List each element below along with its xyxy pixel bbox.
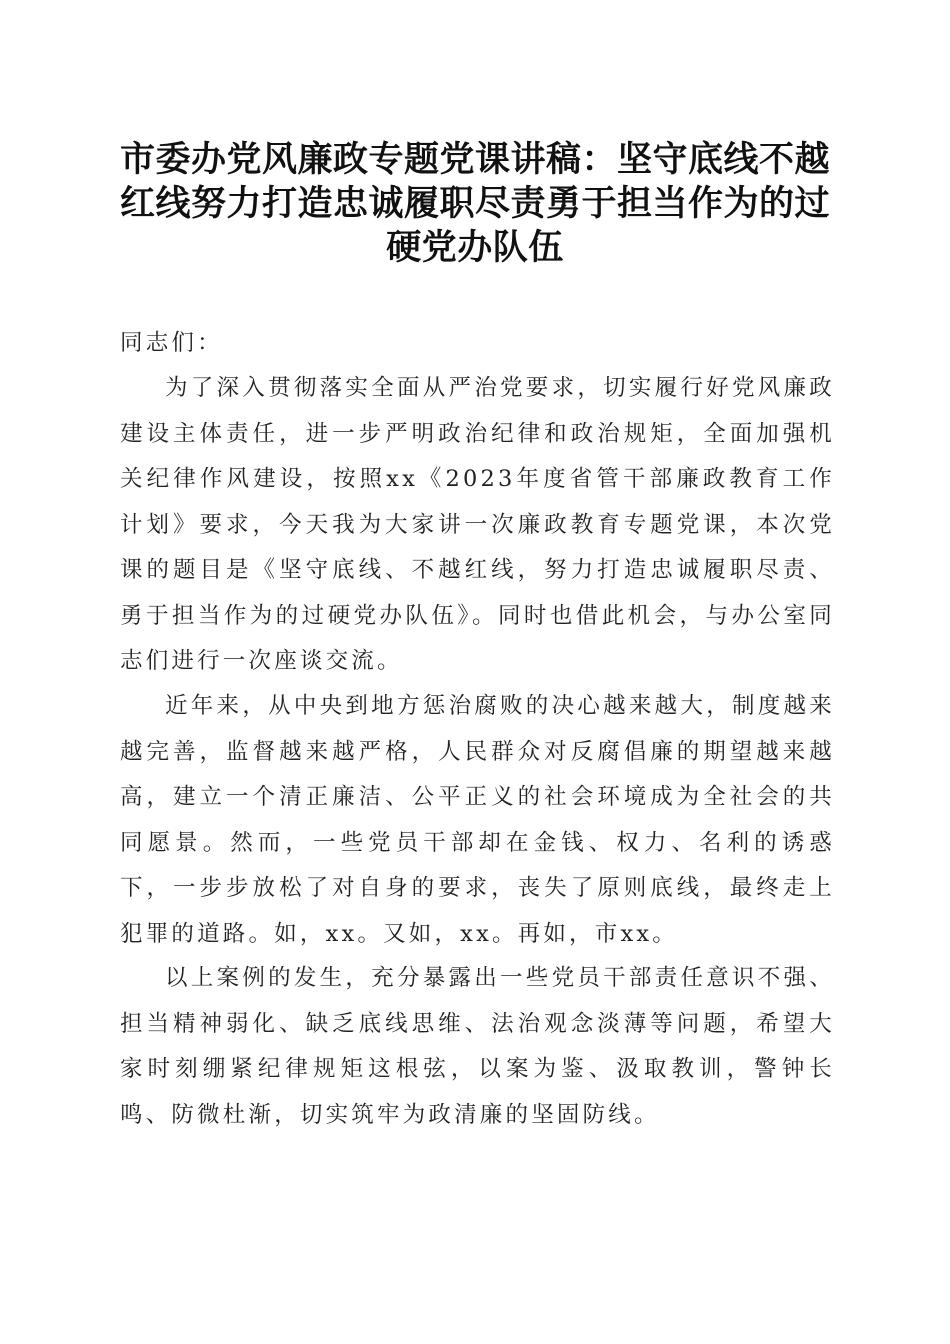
salutation: 同志们： — [120, 330, 223, 356]
paragraph-2: 近年来，从中央到地方惩治腐败的决心越来越大，制度越来越完善，监督越来越严格，人民群众对反腐倡廉的期望越来越高，建立一个清正廉洁、公平正义的社会环境成为全社会的共同愿景。然而，一些党员干部却在金钱、权力、名利的诱惑下，一步步放松了对自身的要求，丧失了原则底线，最终走上犯罪的道路。如，xx。又如，xx。再如，市xx。 — [120, 693, 835, 947]
document-title: 市委办党风廉政专题党课讲稿：坚守底线不越红线努力打造忠诚履职尽责勇于担当作为的过硬党办队伍 — [119, 139, 830, 268]
paragraph-1: 为了深入贯彻落实全面从严治党要求，切实履行好党风廉政建设主体责任，进一步严明政治纪律和政治规矩，全面加强机关纪律作风建设，按照xx《2023年度省管干部廉政教育工作计划》要求，今天我为大家讲一次廉政教育专题党课，本次党课的题目是《坚守底线、不越红线，努力打造忠诚履职尽责、勇于担当作为的过硬党办队伍》。同时也借此机会，与办公室同志们进行一次座谈交流。 — [120, 375, 835, 674]
paragraph-3: 以上案例的发生，充分暴露出一些党员干部责任意识不强、担当精神弱化、缺乏底线思维、法治观念淡薄等问题，希望大家时刻绷紧纪律规矩这根弦，以案为鉴、汲取教训，警钟长鸣、防微杜渐，切实筑牢为政清廉的坚固防线。 — [120, 965, 835, 1128]
